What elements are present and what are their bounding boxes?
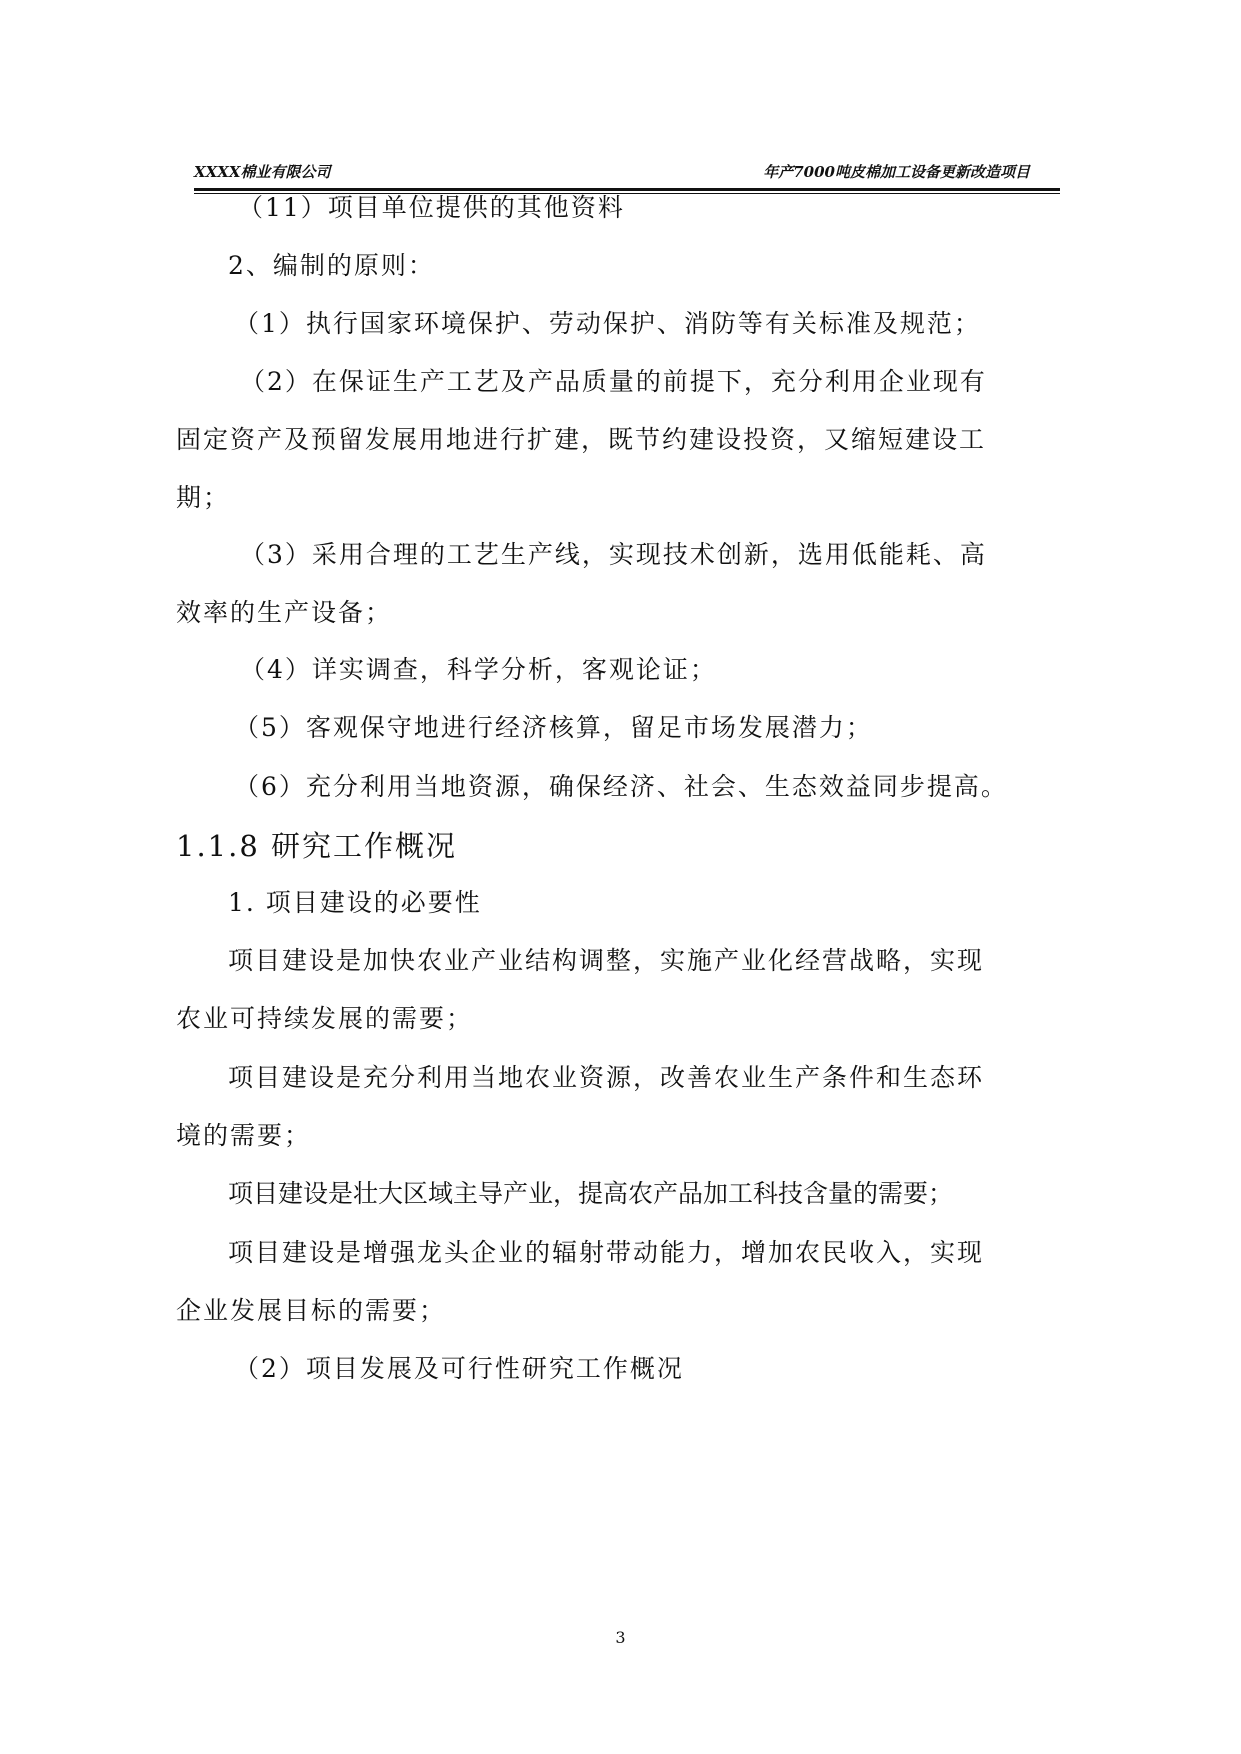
paragraph-line: （1）执行国家环境保护、劳动保护、消防等有关标准及规范； [234,309,981,338]
paragraph-line: 境的需要； [176,1121,312,1150]
paragraph-line: 农业可持续发展的需要； [176,1004,474,1033]
section-heading: 1.1.8 研究工作概况 [176,829,458,863]
paragraph-line: 企业发展目标的需要； [176,1296,447,1325]
header-company: XXXX棉业有限公司 [194,163,331,181]
header-rule-thick [194,188,1060,191]
paragraph-line: （11）项目单位提供的其他资料 [238,193,625,222]
paragraph-line: 效率的生产设备； [176,598,393,627]
paragraph-line: 项目建设是加快农业产业结构调整，实施产业化经营战略，实现 [228,946,985,975]
paragraph-line: （4）详实调查，科学分析，客观论证； [240,655,717,684]
page-header [194,162,1060,182]
paragraph-line: （2）项目发展及可行性研究工作概况 [234,1354,684,1383]
paragraph-line: 2、编制的原则： [228,251,435,280]
paragraph-line: 项目建设是充分利用当地农业资源，改善农业生产条件和生态环 [228,1063,985,1092]
paragraph-line: 期； [176,483,231,512]
header-project-title: 年产7000吨皮棉加工设备更新改造项目 [763,163,1030,181]
paragraph-line: 1. 项目建设的必要性 [228,888,482,917]
paragraph-line: （2）在保证生产工艺及产品质量的前提下，充分利用企业现有 [240,367,987,396]
paragraph-line: （6）充分利用当地资源，确保经济、社会、生态效益同步提高。 [234,772,1008,801]
paragraph-line: （5）客观保守地进行经济核算，留足市场发展潜力； [234,713,873,742]
page-number: 3 [615,1628,626,1647]
paragraph-line: 项目建设是壮大区域主导产业，提高农产品加工科技含量的需要； [228,1179,954,1208]
paragraph-line: 项目建设是增强龙头企业的辐射带动能力，增加农民收入，实现 [228,1238,985,1267]
paragraph-line: （3）采用合理的工艺生产线，实现技术创新，选用低能耗、高 [240,540,987,569]
paragraph-line: 固定资产及预留发展用地进行扩建，既节约建设投资，又缩短建设工 [176,425,987,454]
